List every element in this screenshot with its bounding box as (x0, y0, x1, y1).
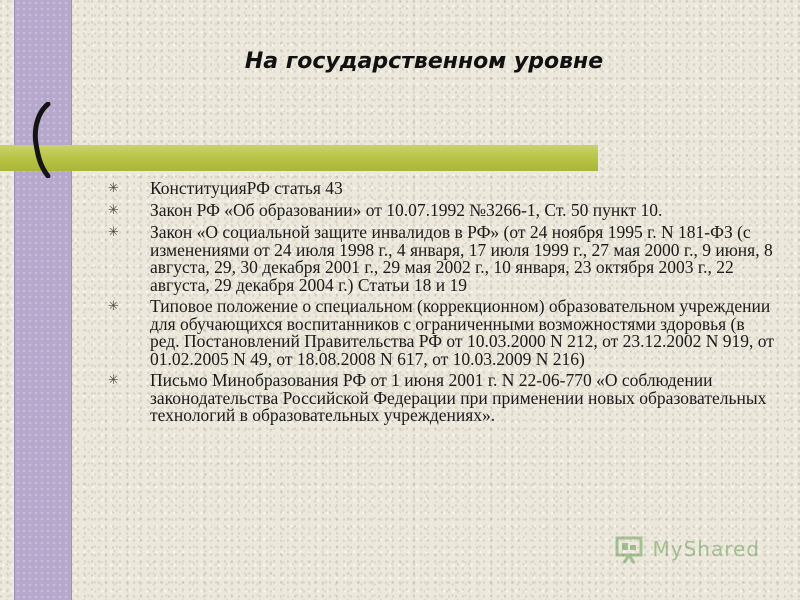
decorative-left-strip (14, 0, 72, 600)
star-bullet-icon: ✳ (108, 203, 119, 218)
list-item-text: КонституцияРФ статья 43 (150, 178, 343, 198)
star-bullet-icon: ✳ (108, 181, 119, 196)
list-item-text: Типовое положение о специальном (коррекционном) образовательном учреждении для обучающихся воспитанников с ограниченными возможностями здоровья (в ред. Постановлений Правительства РФ от 10.03.2000 N 212, от 23.12.2002 N 919, от 01.02.2005 N 49, от 18.08.2008 N 617, от 10.03.2009 N 216) (150, 296, 774, 369)
watermark (614, 534, 760, 564)
list-item (108, 180, 778, 198)
list-item-text: Письмо Минобразования РФ от 1 июня 2001 г. N 22-06-770 «О соблюдении законодательства Российской Федерации при применении новых образовательных технологий в образовательных учреждениях». (150, 370, 767, 425)
list-item (108, 372, 778, 425)
list-item (108, 298, 778, 368)
presentation-board-icon (614, 534, 648, 564)
decorative-green-band (0, 145, 598, 171)
bracket-decoration-icon (28, 102, 52, 178)
list-item (108, 224, 778, 294)
watermark-text: MyShared (652, 537, 760, 561)
star-bullet-icon: ✳ (108, 373, 119, 388)
star-bullet-icon: ✳ (108, 225, 119, 240)
content-list (108, 180, 778, 429)
list-item-text: Закон «О социальной защите инвалидов в РФ» (от 24 ноября 1995 г. N 181-ФЗ (с изменениями от 24 июля 1998 г., 4 января, 17 июля 1999 г., 27 мая 2000 г., 9 июня, 8 августа, 29, 30 декабря 2001 г., 29 мая 2002 г., 10 января, 23 октября 2003 г., 22 августа, 29 декабря 2004 г.) Статьи 18 и 19 (150, 222, 773, 295)
list-item-text: Закон РФ «Об образовании» от 10.07.1992 №3266-1, Ст. 50 пункт 10. (150, 200, 663, 220)
list-item (108, 202, 778, 220)
star-bullet-icon: ✳ (108, 299, 119, 314)
slide-title: На государственном уровне (244, 49, 604, 74)
